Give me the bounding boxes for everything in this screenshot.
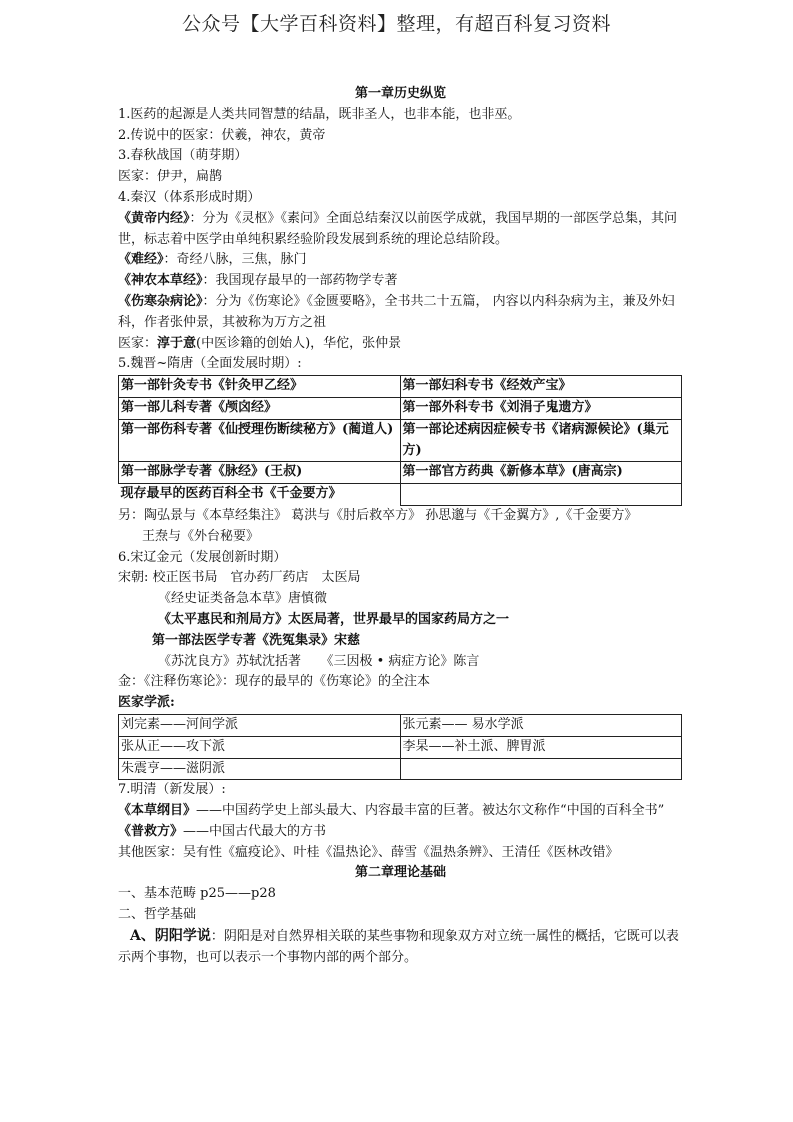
chapter2-title: 第二章理论基础 [354, 865, 446, 881]
bencao-label: 《本草纲目》 [118, 803, 197, 819]
jin-line: 金：《注释伤寒论》：现存的最早的《伤寒论》的全注本 [118, 674, 431, 690]
table-row [119, 397, 682, 419]
shennong-text: ：我国现存最早的一部药物学专著 [202, 273, 398, 289]
yinyang [118, 926, 683, 969]
table-cell: 第一部伤科专著《仙授理伤断续秘方》(蔺道人) [119, 419, 401, 462]
yijia-line [118, 334, 683, 355]
pujifang [118, 822, 683, 843]
table-cell: 第一部官方药典《新修本草》(唐高宗) [400, 462, 682, 484]
para-5: 5.魏晋~隋唐（全面发展时期）: [118, 356, 302, 372]
table-cell: 第一部外科专书《刘涓子鬼遗方》 [400, 397, 682, 419]
table-row [119, 736, 682, 758]
pujifang-text: ——中国古代最大的方书 [183, 823, 327, 839]
table-cell: 第一部妇科专书《经效产宝》 [400, 376, 682, 398]
c2-item-1: 一、基本范畴 p25——p28 [118, 886, 276, 902]
yijia-rest: (中医诊籍的创始人)，华佗，张仲景 [196, 335, 402, 351]
para-3b: 医家：伊尹，扁鹊 [118, 169, 223, 185]
chapter1-title: 第一章历史纵览 [354, 86, 446, 101]
para-7: 7.明清（新发展）: [118, 782, 226, 798]
song-book-1: 《经史证类备急本草》唐慎微 [158, 591, 328, 607]
huangdi-neijing [118, 209, 683, 251]
ling-line-2: 王焘与《外台秘要》 [142, 528, 260, 544]
shanghan [118, 292, 683, 334]
song-book-4: 《苏沈良方》苏轼沈括著 《三因极 • 病症方论》陈言 [158, 653, 480, 669]
nanjing [118, 250, 683, 271]
shennong [118, 271, 683, 292]
yijia-bold: 淳于意 [157, 335, 197, 351]
qita-yijia: 其他医家：吴有性《瘟疫论》、叶桂《温热论》、薛雪《温热条辨》、王清任《医林改错》 [118, 844, 619, 860]
table-row [119, 462, 682, 484]
table-weijin-suitang [118, 375, 682, 506]
c2-item-2: 二、哲学基础 [118, 907, 197, 923]
table-cell: 第一部儿科专著《颅囟经》 [119, 397, 401, 419]
shanghan-text: ：分为《伤寒论》《金匮要略》，全书共二十五篇， 内容以内科杂病为主，兼及外妇科，作者张仲景，其被称为万方之祖 [118, 293, 675, 330]
huangdi-label: 《黄帝内经》 [118, 210, 190, 226]
table-cell: 刘完素——河间学派 [119, 714, 401, 736]
shennong-label: 《神农本草经》 [118, 273, 203, 289]
bencao-gangmu [118, 801, 683, 822]
huangdi-text: ：分为《灵枢》《素问》全面总结秦汉以前医学成就，我国早期的一部医学总集，其问世，标志着中医学由单纯积累经验阶段发展到系统的理论总结阶段。 [118, 210, 678, 247]
yijia-xuepai-heading: 医家学派: [118, 695, 175, 711]
yijia-prefix: 医家： [118, 335, 158, 351]
table-cell: 第一部论述病因症候专书《诸病源候论》(巢元方) [400, 419, 682, 462]
table-cell: 朱震亨——滋阴派 [119, 758, 401, 780]
pujifang-label: 《普救方》 [118, 823, 184, 839]
table-cell [400, 758, 682, 780]
para-4: 4.秦汉（体系形成时期） [118, 189, 261, 205]
table-row [119, 758, 682, 780]
song-book-3: 第一部法医学专著《洗冤集录》宋慈 [152, 632, 361, 648]
para-3: 3.春秋战国（萌芽期） [118, 148, 248, 164]
yinyang-label: A、阴阳学说 [130, 927, 211, 944]
yinyang-text: ：阴阳是对自然界相关联的某些事物和现象双方对立统一属性的概括，它既可以表示两个事物，也可以表示一个事物内部的两个部分。 [118, 928, 679, 965]
table-cell: 现存最早的医药百科全书《千金要方》 [120, 486, 342, 502]
table-cell: 第一部脉学专著《脉经》(王叔) [119, 462, 401, 484]
table-cell-empty [400, 484, 682, 506]
table-row [119, 419, 682, 462]
song-book-2: 《太平惠民和剂局方》太医局著，世界最早的国家药局方之一 [158, 611, 510, 627]
table-row [119, 376, 682, 398]
nanjing-text: ：奇经八脉，三焦，脉门 [163, 252, 307, 268]
nanjing-label: 《难经》 [118, 252, 164, 268]
table-cell: 第一部针灸专书《针灸甲乙经》 [119, 376, 401, 398]
bencao-text: ——中国药学史上部头最大、内容最丰富的巨著。被达尔文称作“中国的百科全书” [196, 803, 665, 819]
table-cell: 李杲——补土派、脾胃派 [400, 736, 682, 758]
para-1: 1.医药的起源是人类共同智慧的结晶，既非圣人，也非本能，也非巫。 [118, 106, 521, 122]
page-header: 公众号【大学百科资料】整理，有超百科复习资料 [181, 13, 611, 35]
song-line: 宋朝: 校正医书局 官办药厂药店 太医局 [118, 570, 361, 586]
table-cell: 张元素—— 易水学派 [400, 714, 682, 736]
table-row [119, 714, 682, 736]
para-2: 2.传说中的医家：伏羲，神农，黄帝 [118, 127, 326, 143]
shanghan-label: 《伤寒杂病论》 [118, 293, 203, 309]
ling-line-1: 另：陶弘景与《本草经集注》 葛洪与《肘后救卒方》 孙思邈与《千金翼方》,《千金要方》 [118, 507, 638, 523]
table-row [119, 484, 682, 506]
table-cell: 张从正——攻下派 [119, 736, 401, 758]
para-6: 6.宋辽金元（发展创新时期） [118, 549, 287, 565]
document-body [118, 84, 683, 968]
table-schools [118, 714, 682, 780]
